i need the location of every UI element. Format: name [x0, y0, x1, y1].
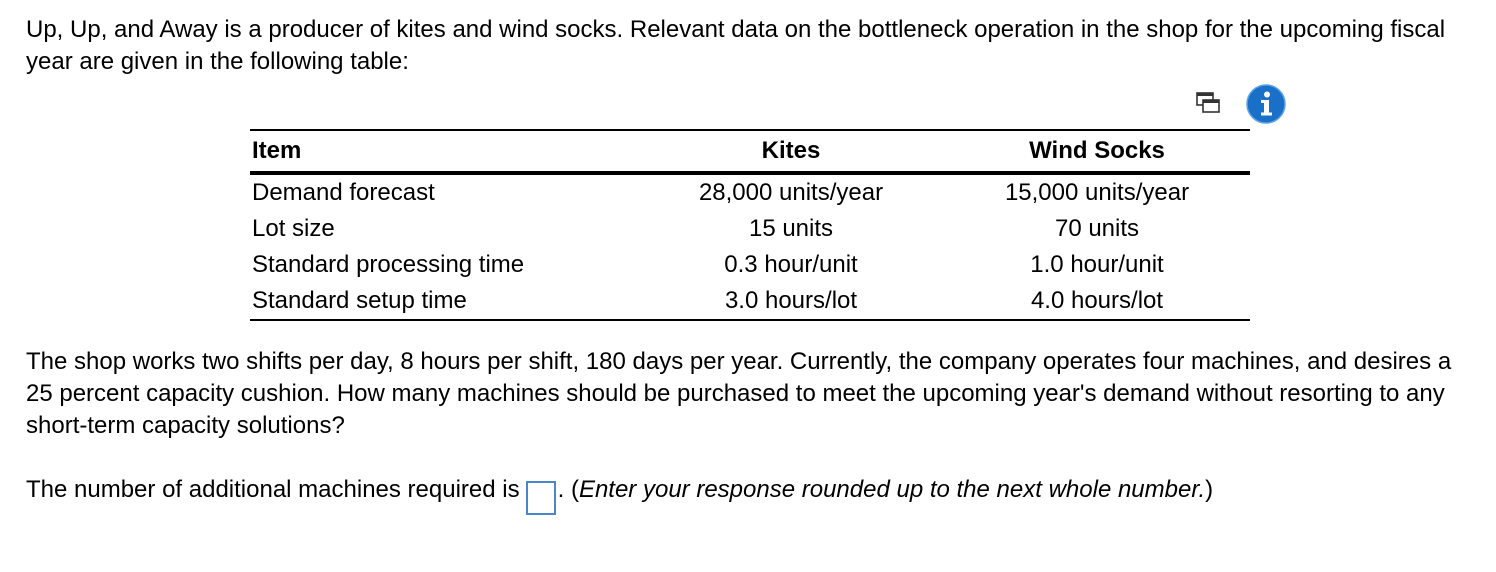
problem-question: The shop works two shifts per day, 8 hours per shift, 180 days per year. Currently, the company operates four machines, and desires a 25 percent capacity cushion. How many machines should be purchased to meet the upcoming year's demand without resorting to any short-term capacity solutions? — [26, 348, 1452, 439]
row-socks-value: 70 units — [1054, 215, 1140, 242]
answer-hint: Enter your response rounded up to the next whole number. — [578, 476, 1206, 503]
data-table — [250, 129, 1250, 321]
row-socks-value: 4.0 hours/lot — [1030, 287, 1164, 314]
row-item: Lot size — [252, 215, 335, 242]
row-item: Standard setup time — [252, 287, 467, 314]
row-kites-value: 28,000 units/year — [698, 179, 884, 206]
answer-prompt: The number of additional machines required is — [26, 476, 520, 503]
table-row — [250, 211, 1250, 247]
answer-line — [26, 474, 1213, 515]
table-header-row — [250, 130, 1250, 173]
answer-input[interactable] — [526, 481, 556, 515]
answer-punct: . ( — [557, 476, 579, 503]
row-socks-value: 15,000 units/year — [1004, 179, 1190, 206]
table-row — [250, 173, 1250, 211]
row-kites-value: 15 units — [748, 215, 834, 242]
row-kites-value: 3.0 hours/lot — [724, 287, 858, 314]
answer-close: ) — [1205, 476, 1214, 503]
header-kites: Kites — [761, 137, 821, 164]
row-item: Demand forecast — [252, 179, 435, 206]
row-kites-value: 0.3 hour/unit — [724, 251, 858, 278]
table-row — [250, 247, 1250, 283]
table-row — [250, 283, 1250, 320]
problem-intro: Up, Up, and Away is a producer of kites and wind socks. Relevant data on the bottleneck operation in the shop for the upcoming fiscal year are given in the following table: — [26, 16, 1446, 75]
info-icon[interactable] — [1246, 84, 1286, 124]
copy-icon[interactable] — [1196, 92, 1220, 114]
header-wind-socks: Wind Socks — [1029, 137, 1165, 164]
header-item: Item — [252, 137, 302, 164]
row-socks-value: 1.0 hour/unit — [1030, 251, 1164, 278]
row-item: Standard processing time — [252, 251, 525, 278]
